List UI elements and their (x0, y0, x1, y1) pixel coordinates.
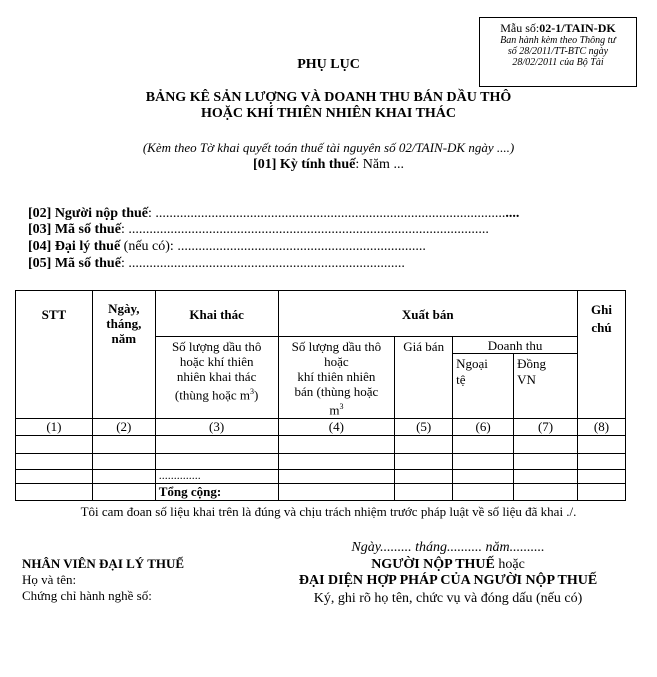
col-number-6: (6) (453, 419, 514, 436)
header-revenue-text: Doanh thu (453, 337, 577, 354)
header-revenue (453, 337, 578, 419)
form-code: 02-1/TAIN-DK (539, 21, 616, 35)
header-note-line1: Ghi (591, 302, 612, 317)
col-number-1: (1) (16, 419, 93, 436)
header-vnd-line2: VN (517, 372, 536, 387)
form-code-box (479, 17, 637, 87)
ellipsis-dots: .............. (155, 470, 278, 484)
field-agent-tax-code-value: : ............................................................................... (120, 256, 405, 271)
header-price (395, 337, 453, 419)
form-box-line3: 28/02/2011 của Bộ Tài (512, 57, 604, 68)
header-date-line1: Ngày, (108, 301, 140, 316)
agent-staff-title: NHÂN VIÊN ĐẠI LÝ THUẾ (22, 556, 185, 571)
tax-period-label: [01] Kỳ tính thuế (253, 157, 356, 172)
col-number-8: (8) (578, 419, 626, 436)
header-stt-text: STT (41, 307, 67, 322)
table-row-ellipsis[interactable] (16, 470, 626, 484)
form-code-prefix: Mẫu số: (500, 21, 540, 35)
declaration-text: Tôi cam đoan số liệu khai trên là đúng và chịu trách nhiệm trước pháp luật về số liệu đã khai ./. (80, 504, 577, 519)
field-taxpayer-label: [02] Người nộp thuế (28, 206, 148, 221)
header-sale-qty-line4: bán (thùng hoặc (294, 384, 379, 399)
header-foreign-line1: Ngoại (456, 356, 488, 371)
field-taxpayer-suffix: .... (505, 206, 520, 221)
header-extract-qty-line2: hoặc khí thiên (179, 354, 254, 369)
col-number-2: (2) (92, 419, 155, 436)
superscript-3: 3 (339, 402, 344, 411)
header-date-line3: năm (111, 331, 137, 346)
field-tax-code-label: [03] Mã số thuế (28, 222, 121, 237)
column-number-row (16, 419, 626, 436)
document-title-line1: BẢNG KÊ SẢN LƯỢNG VÀ DOANH THU BÁN DẦU THÔ (145, 90, 512, 105)
header-sale-qty-line3: khí thiên nhiên (297, 369, 376, 384)
col-number-5: (5) (395, 419, 453, 436)
header-extract-text: Khai thác (189, 307, 244, 322)
header-extract-qty-line3: nhiên khai thác (176, 369, 257, 384)
header-vnd-line1: Đồng (517, 356, 547, 371)
total-row (16, 484, 626, 501)
field-tax-code-value: : ....................................................................................................... (120, 222, 489, 237)
field-tax-agent-label: [04] Đại lý thuế (28, 239, 121, 254)
field-agent-tax-code[interactable] (28, 256, 405, 272)
tax-period-value: : Năm ... (355, 157, 404, 172)
header-price-text: Giá bán (403, 339, 445, 354)
header-note-line2: chú (591, 320, 612, 335)
header-extract-qty-line4: (thùng hoặc m (174, 387, 251, 403)
agent-name-label: Họ và tên: (22, 572, 77, 587)
sign-instruction: Ký, ghi rõ họ tên, chức vụ và đóng dấu (nếu có) (313, 591, 583, 606)
total-label: Tổng cộng: (155, 484, 278, 501)
form-box-line1: Ban hành kèm theo Thông tư (500, 35, 616, 46)
table-row[interactable] (16, 436, 626, 454)
taxpayer-label: NGƯỜI NỘP THUẾ (371, 557, 495, 572)
field-taxpayer-value: : .................................................................................................... (148, 206, 506, 221)
col-number-3: (3) (155, 419, 278, 436)
form-box-line2: số 28/2011/TT-BTC ngày (507, 46, 609, 57)
col-number-4: (4) (278, 419, 395, 436)
header-foreign-currency (453, 354, 514, 418)
header-stt (16, 291, 93, 419)
header-sale-qty-line2: hoặc (324, 354, 349, 369)
field-agent-tax-code-label: [05] Mã số thuế (28, 256, 121, 271)
legal-representative-title: ĐẠI DIỆN HỢP PHÁP CỦA NGƯỜI NỘP THUẾ (298, 573, 598, 588)
header-sale-qty-line1: Số lượng dầu thô (291, 339, 382, 354)
header-sale-qty-line5: m (329, 402, 340, 418)
header-sale-text: Xuất bán (401, 307, 454, 322)
document-subtitle: (Kèm theo Tờ khai quyết toán thuế tài nguyên số 02/TAIN-DK ngày ....) (142, 140, 515, 155)
field-tax-code[interactable] (28, 222, 489, 238)
field-tax-agent[interactable] (28, 239, 426, 255)
tax-period (0, 157, 657, 173)
header-vnd (514, 354, 577, 418)
taxpayer-or: hoặc (494, 557, 525, 572)
header-extract (155, 291, 278, 337)
document-title-line2: HOẶC KHÍ THIÊN NHIÊN KHAI THÁC (200, 106, 457, 121)
field-taxpayer[interactable] (28, 206, 519, 222)
production-revenue-table (15, 290, 626, 501)
sign-date-line: Ngày......... tháng.......... năm.......... (351, 540, 545, 555)
close-paren: ) (254, 387, 259, 403)
header-note (578, 291, 626, 419)
taxpayer-signature-title (268, 557, 628, 573)
superscript-3: 3 (250, 387, 255, 396)
header-extract-qty (155, 337, 278, 419)
header-date (92, 291, 155, 419)
header-foreign-line2: tệ (456, 372, 466, 387)
table-row[interactable] (16, 454, 626, 470)
appendix-title: PHỤ LỤC (297, 57, 360, 72)
header-sale-qty (278, 337, 395, 419)
col-number-7: (7) (514, 419, 578, 436)
agent-cert-label: Chứng chỉ hành nghề số: (22, 588, 152, 603)
header-date-line2: tháng, (106, 316, 142, 331)
header-sale (278, 291, 578, 337)
field-tax-agent-value: (nếu có): ....................................................................... (120, 239, 426, 254)
header-extract-qty-line1: Số lượng dầu thô (171, 339, 262, 354)
